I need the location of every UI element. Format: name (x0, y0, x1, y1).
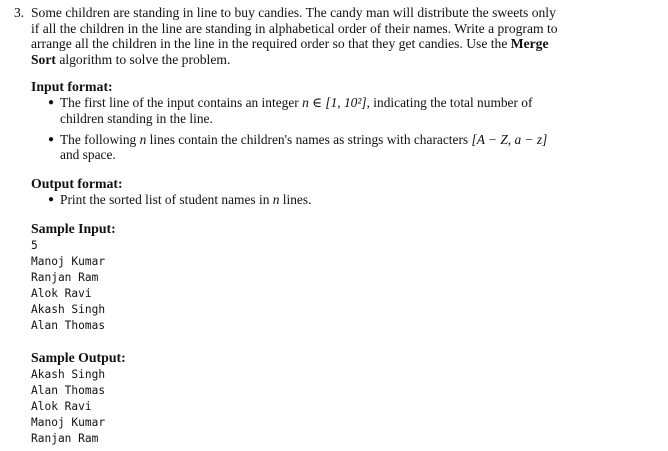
bullet-icon: ● (48, 133, 55, 145)
sample-input-block (31, 238, 116, 333)
sample-output-line: Alok Ravi (31, 399, 92, 413)
input-format-heading: Input format: (31, 79, 113, 94)
output-format-bullet: ● Print the sorted list of student names in n lines. (48, 192, 312, 207)
sample-input-line: Ranjan Ram (31, 270, 99, 284)
output-format-heading: Output format: (31, 176, 123, 191)
bullet-icon: ● (48, 97, 55, 108)
question-line-2: if all the children in the line are standing in alphabetical order of their names. Write a program to (31, 20, 558, 36)
sample-output-line: Akash Singh (31, 368, 106, 381)
sample-input-line: Alan Thomas (31, 318, 106, 332)
sample-output-line: Alan Thomas (31, 383, 106, 397)
sample-input-heading: Sample Input: (31, 221, 116, 236)
sort-bold: Sort (31, 51, 56, 67)
question-number: 3. (14, 5, 25, 20)
question-line-1: Some children are standing in line to buy candies. The candy man will distribute the sweets only (31, 5, 556, 20)
sample-output-line: Ranjan Ram (31, 431, 99, 445)
sample-input-section (31, 221, 116, 333)
sample-output-section (31, 350, 126, 447)
sample-output-heading: Sample Output: (31, 350, 126, 365)
merge-bold: Merge (510, 36, 549, 52)
output-format-section (31, 176, 600, 208)
input-format-section (31, 79, 600, 163)
sample-output-block (31, 367, 126, 447)
input-format-bullet-1: ● The first line of the input contains an integer n ∈ [1, 10²], indicating the total number of children standing in the line. (48, 95, 533, 126)
sample-output-line: Manoj Kumar (31, 415, 106, 429)
bullet-icon: ● (48, 194, 55, 205)
question-line-3: arrange all the children in the line in the required order so that they get candies. Use the Merge (31, 36, 549, 52)
sample-input-line: 5 (31, 239, 38, 252)
sample-input-line: Akash Singh (31, 302, 106, 316)
sample-input-line: Manoj Kumar (31, 254, 106, 268)
question-line-4: Sort algorithm to solve the problem. (31, 51, 231, 67)
sample-input-line: Alok Ravi (31, 286, 92, 300)
input-format-bullet-2: ● The following n lines contain the children's names as strings with characters [A − Z, a − z] and space. (48, 131, 548, 163)
question-statement (14, 5, 614, 67)
